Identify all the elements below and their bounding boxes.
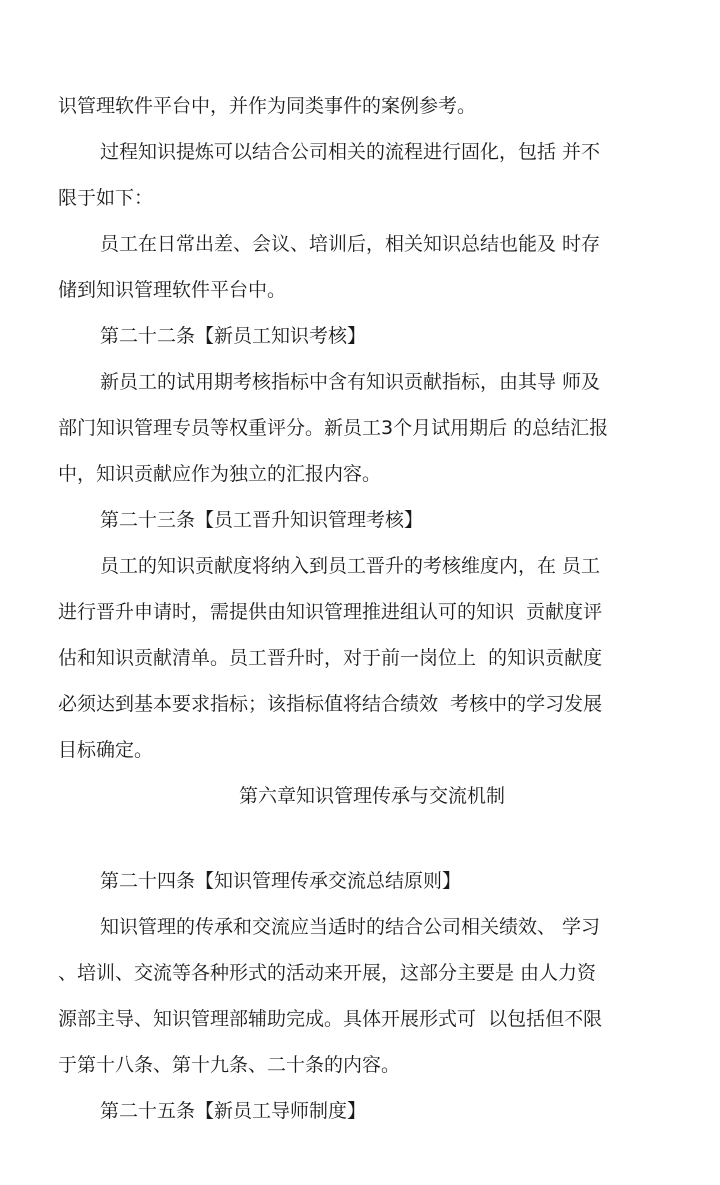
paragraph-line: 目标确定。 bbox=[58, 739, 154, 761]
paragraph-line: 过程知识提炼可以结合公司相关的流程进行固化，包括 并不 bbox=[100, 141, 601, 163]
article-heading-22: 第二十二条【新员工知识考核】 bbox=[100, 325, 367, 347]
paragraph-line: 识管理软件平台中，并作为同类事件的案例参考。 bbox=[58, 95, 477, 117]
paragraph-line: 员工的知识贡献度将纳入到员工晋升的考核维度内，在 员工 bbox=[100, 555, 601, 577]
paragraph-line: 新员工的试用期考核指标中含有知识贡献指标，由其导 师及 bbox=[100, 371, 601, 393]
chapter-title: 第六章知识管理传承与交流机制 bbox=[238, 785, 505, 807]
paragraph-line: 进行晋升申请时，需提供由知识管理推进组认可的知识 贡献度评 bbox=[58, 601, 603, 623]
paragraph-line: 于第十八条、第十九条、二十条的内容。 bbox=[58, 1054, 401, 1076]
paragraph-line: 部门知识管理专员等权重评分。新员工3个月试用期后 的总结汇报 bbox=[58, 417, 609, 439]
article-heading-23: 第二十三条【员工晋升知识管理考核】 bbox=[100, 509, 424, 531]
article-heading-25: 第二十五条【新员工导师制度】 bbox=[100, 1100, 367, 1122]
paragraph-line: 限于如下： bbox=[58, 187, 154, 209]
document-body bbox=[58, 83, 664, 1134]
paragraph-line: 必须达到基本要求指标；该指标值将结合绩效 考核中的学习发展 bbox=[58, 693, 603, 715]
article-heading-24: 第二十四条【知识管理传承交流总结原则】 bbox=[100, 870, 462, 892]
paragraph-line: 员工在日常出差、会议、培训后，相关知识总结也能及 时存 bbox=[100, 233, 601, 255]
paragraph-line: 估和知识贡献清单。员工晋升时，对于前一岗位上 的知识贡献度 bbox=[58, 647, 603, 669]
paragraph-line: 中，知识贡献应作为独立的汇报内容。 bbox=[58, 463, 382, 485]
paragraph-line: 、培训、交流等各种形式的活动来开展，这部分主要是 由人力资 bbox=[58, 962, 597, 984]
paragraph-line: 源部主导、知识管理部辅助完成。具体开展形式可 以包括但不限 bbox=[58, 1008, 603, 1030]
paragraph-line: 知识管理的传承和交流应当适时的结合公司相关绩效、 学习 bbox=[100, 916, 601, 938]
paragraph-line: 储到知识管理软件平台中。 bbox=[58, 279, 287, 301]
